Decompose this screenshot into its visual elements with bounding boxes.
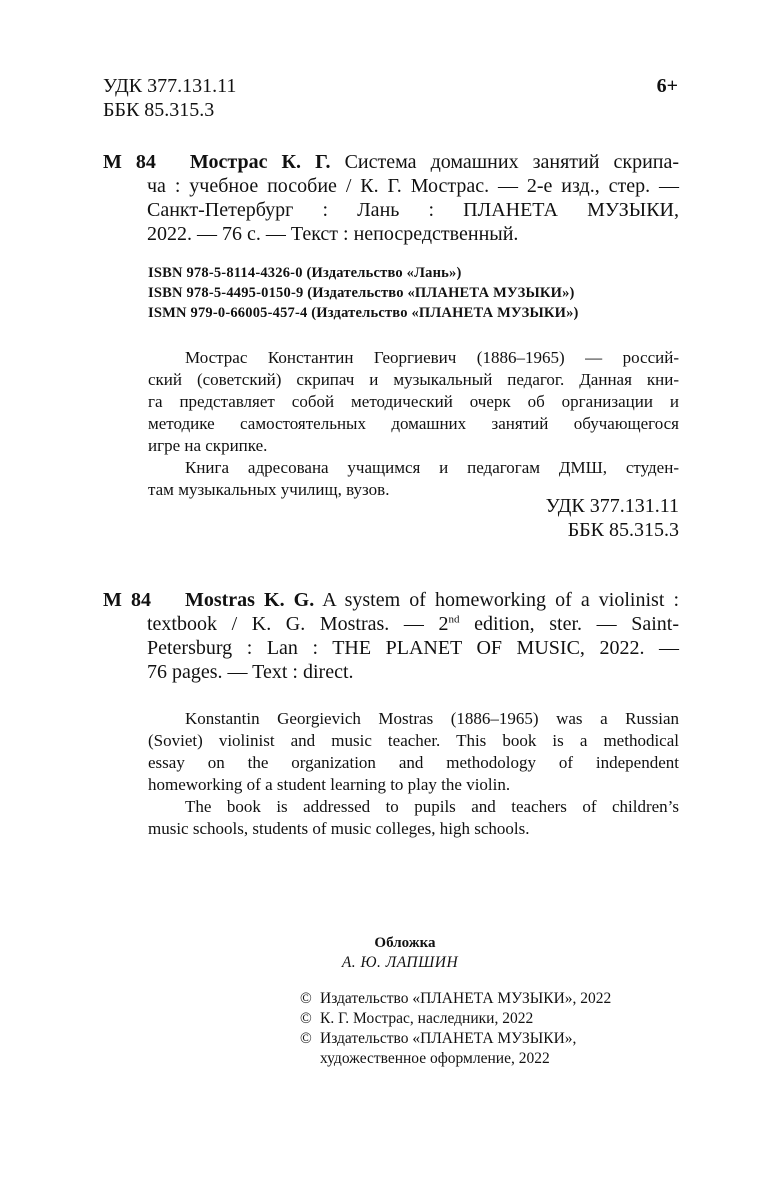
en-entry-line-1: [103, 588, 679, 612]
copyright-line: [300, 1029, 611, 1049]
cover-label: Обложка: [374, 935, 436, 951]
en-annotation-line: music schools, students of music colleges, high schools.: [148, 819, 530, 838]
ru-annotation-udk: УДК 377.131.11: [545, 495, 679, 517]
en-entry-line-2: [147, 612, 679, 636]
ru-entry-code: М 84: [103, 151, 156, 173]
en-bibliographic-entry: [103, 588, 679, 684]
en-entry-line-3: Petersburg : Lan : THE PLANET OF MUSIC, 2022. —: [147, 637, 679, 659]
ru-annotation-line: ский (советский) скрипач и музыкальный педагог. Данная кни-: [148, 370, 679, 389]
copyright-icon: ©: [300, 1030, 312, 1047]
copyright-line: [300, 1009, 611, 1029]
ru-annotation-classification: [400, 494, 679, 542]
ru-entry-line-1: [103, 150, 679, 174]
ru-entry-author: Мострас К. Г.: [189, 151, 331, 173]
ru-entry-line-2: ча : учебное пособие / К. Г. Мострас. — 2-е изд., стер. —: [147, 175, 679, 197]
bbk-code: ББК 85.315.3: [103, 99, 215, 121]
en-annotation-line: Konstantin Georgievich Mostras (1886–1965) was a Russian: [185, 709, 679, 728]
en-annotation-line: homeworking of a student learning to play the violin.: [148, 775, 511, 794]
isbn-block: [148, 263, 579, 323]
copyright-text: Издательство «ПЛАНЕТА МУЗЫКИ», 2022: [320, 990, 612, 1007]
ru-annotation-line: га представляет собой методический очерк об организации и: [148, 392, 679, 411]
copyright-icon: ©: [300, 1010, 312, 1027]
copyright-line: [300, 989, 611, 1009]
en-annotation-line: The book is addressed to pupils and teachers of children’s: [185, 797, 679, 816]
en-entry-line-2-a: textbook / K. G. Mostras. — 2: [147, 613, 449, 635]
age-rating: 6+: [656, 75, 678, 97]
copyright-text: Издательство «ПЛАНЕТА МУЗЫКИ»,: [320, 1030, 577, 1047]
cover-artist: А. Ю. ЛАПШИН: [341, 954, 459, 971]
header-classification: [103, 74, 236, 122]
isbn-lan: ISBN 978-5-8114-4326-0 (Издательство «Лань»): [148, 265, 462, 281]
copyright-text: К. Г. Мострас, наследники, 2022: [320, 1010, 534, 1027]
ru-annotation-line: методике самостоятельных домашних занятий обучающегося: [148, 414, 679, 433]
ru-entry-line-4: 2022. — 76 с. — Текст : непосредственный.: [147, 223, 519, 245]
ru-annotation-line: игре на скрипке.: [148, 436, 268, 455]
copyright-continuation: художественное оформление, 2022: [320, 1050, 550, 1067]
udk-code: УДК 377.131.11: [103, 75, 237, 97]
en-entry-code: М 84: [103, 589, 151, 611]
en-annotation-line: (Soviet) violinist and music teacher. This book is a methodical: [148, 731, 679, 750]
en-entry-ordinal-suffix: nd: [448, 613, 460, 626]
copyright-block: [300, 989, 611, 1069]
ru-annotation-line: там музыкальных училищ, вузов.: [148, 480, 390, 499]
en-entry-line-2-b: edition, ster. — Saint-: [459, 613, 679, 635]
copyright-icon: ©: [300, 990, 312, 1007]
en-entry-author: Mostras K. G.: [184, 589, 315, 611]
ru-annotation-bbk: ББК 85.315.3: [567, 519, 679, 541]
en-entry-title-start: A system of homeworking of a violinist :: [322, 589, 680, 611]
ru-annotation-line: Мострас Константин Георгиевич (1886–1965) — россий-: [185, 348, 679, 367]
en-entry-line-4: 76 pages. — Text : direct.: [147, 661, 354, 683]
ru-bibliographic-entry: [103, 150, 679, 246]
en-annotation-line: essay on the organization and methodology of independent: [148, 753, 679, 772]
ru-annotation-line: Книга адресована учащимся и педагогам ДМШ, студен-: [185, 458, 679, 477]
cover-credit: [300, 933, 500, 973]
ismn-planeta: ISMN 979-0-66005-457-4 (Издательство «ПЛАНЕТА МУЗЫКИ»): [148, 305, 579, 321]
ru-entry-title-start: Система домашних занятий скрипа-: [344, 151, 680, 173]
en-annotation: [148, 708, 679, 840]
isbn-planeta: ISBN 978-5-4495-0150-9 (Издательство «ПЛАНЕТА МУЗЫКИ»): [148, 285, 575, 301]
ru-annotation: [148, 347, 679, 501]
ru-entry-line-3: Санкт-Петербург : Лань : ПЛАНЕТА МУЗЫКИ,: [147, 199, 679, 221]
